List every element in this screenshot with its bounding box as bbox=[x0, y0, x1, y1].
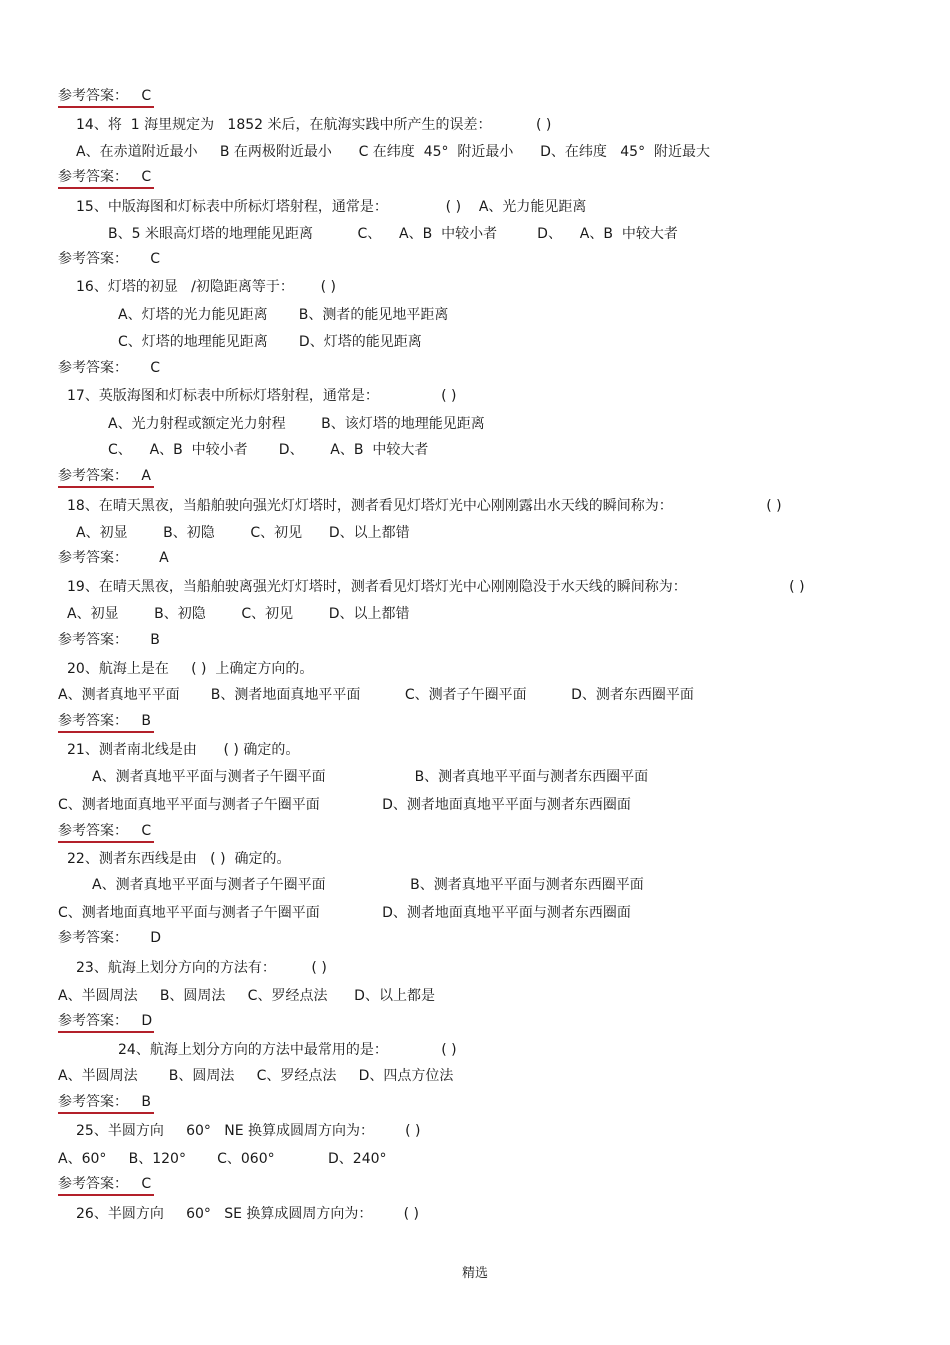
question-19-options: A、初显 B、初隐 C、初见 D、以上都错 bbox=[67, 606, 410, 622]
question-22-options-1: A、测者真地平平面与测者子午圈平面 B、测者真地平平面与测者东西圈平面 bbox=[92, 877, 644, 893]
question-25: 25、半圆方向 60° NE 换算成圆周方向为： ( ) bbox=[76, 1123, 421, 1139]
answer-18: 参考答案： A bbox=[58, 550, 169, 566]
page-footer: 精选 bbox=[461, 1266, 488, 1281]
question-21: 21、测者南北线是由 ( ) 确定的。 bbox=[67, 742, 300, 758]
question-23: 23、航海上划分方向的方法有： ( ) bbox=[76, 960, 327, 976]
question-17-options-1: A、光力射程或额定光力射程 B、该灯塔的地理能见距离 bbox=[108, 416, 485, 432]
question-25-options: A、60° B、120° C、060° D、240° bbox=[58, 1151, 387, 1167]
answer-underline bbox=[58, 731, 154, 733]
question-16-options-2: C、灯塔的地理能见距离 D、灯塔的能见距离 bbox=[118, 334, 422, 350]
answer-14: 参考答案： C bbox=[58, 169, 152, 185]
question-24: 24、航海上划分方向的方法中最常用的是： ( ) bbox=[118, 1042, 457, 1058]
question-23-options: A、半圆周法 B、圆周法 C、罗经点法 D、以上都是 bbox=[58, 988, 435, 1004]
answer-underline bbox=[58, 1194, 154, 1196]
answer-underline bbox=[58, 486, 154, 488]
question-22-options-2: C、测者地面真地平平面与测者子午圈平面 D、测者地面真地平平面与测者东西圈面 bbox=[58, 905, 631, 921]
question-19: 19、在晴天黑夜，当船舶驶离强光灯灯塔时，测者看见灯塔灯光中心刚刚隐没于水天线的瞬间称为： ( ) bbox=[67, 579, 805, 595]
question-16: 16、灯塔的初显 /初隐距离等于： ( ) bbox=[76, 279, 336, 295]
answer-underline bbox=[58, 106, 154, 108]
question-21-options-1: A、测者真地平平面与测者子午圈平面 B、测者真地平平面与测者东西圈平面 bbox=[92, 769, 649, 785]
answer-23: 参考答案： D bbox=[58, 1013, 153, 1029]
question-17-options-2: C、 A、B 中较小者 D、 A、B 中较大者 bbox=[108, 442, 429, 458]
answer-15: 参考答案： C bbox=[58, 251, 161, 267]
answer-25: 参考答案： C bbox=[58, 1176, 152, 1192]
question-21-options-2: C、测者地面真地平平面与测者子午圈平面 D、测者地面真地平平面与测者东西圈面 bbox=[58, 797, 631, 813]
question-17: 17、英版海图和灯标表中所标灯塔射程，通常是： ( ) bbox=[67, 388, 457, 404]
question-22: 22、测者东西线是由 ( ) 确定的。 bbox=[67, 851, 291, 867]
answer-16: 参考答案： C bbox=[58, 360, 161, 376]
answer-underline bbox=[58, 1112, 154, 1114]
answer-13: 参考答案： C bbox=[58, 88, 152, 104]
answer-24: 参考答案： B bbox=[58, 1094, 151, 1110]
question-14-options: A、在赤道附近最小 B 在两极附近最小 C 在纬度 45° 附近最小 D、在纬度 45° 附近最大 bbox=[76, 144, 710, 160]
question-15-options: B、5 米眼高灯塔的地理能见距离 C、 A、B 中较小者 D、 A、B 中较大者 bbox=[108, 226, 678, 242]
question-18-options: A、初显 B、初隐 C、初见 D、以上都错 bbox=[76, 525, 410, 541]
answer-underline bbox=[58, 187, 154, 189]
answer-17: 参考答案： A bbox=[58, 468, 151, 484]
answer-20: 参考答案： B bbox=[58, 713, 151, 729]
question-26: 26、半圆方向 60° SE 换算成圆周方向为： ( ) bbox=[76, 1206, 419, 1222]
question-14: 14、将 1 海里规定为 1852 米后，在航海实践中所产生的误差： ( ) bbox=[76, 117, 552, 133]
question-16-options-1: A、灯塔的光力能见距离 B、测者的能见地平距离 bbox=[118, 307, 449, 323]
answer-underline bbox=[58, 1031, 154, 1033]
question-15: 15、中版海图和灯标表中所标灯塔射程，通常是： ( ) A、光力能见距离 bbox=[76, 199, 587, 215]
answer-22: 参考答案： D bbox=[58, 930, 162, 946]
answer-21: 参考答案： C bbox=[58, 823, 152, 839]
question-24-options: A、半圆周法 B、圆周法 C、罗经点法 D、四点方位法 bbox=[58, 1068, 454, 1084]
question-20: 20、航海上是在 ( ) 上确定方向的。 bbox=[67, 661, 314, 677]
answer-19: 参考答案： B bbox=[58, 632, 160, 648]
answer-underline bbox=[58, 841, 154, 843]
question-20-options: A、测者真地平平面 B、测者地面真地平平面 C、测者子午圈平面 D、测者东西圈平面 bbox=[58, 687, 694, 703]
question-18: 18、在晴天黑夜，当船舶驶向强光灯灯塔时，测者看见灯塔灯光中心刚刚露出水天线的瞬间称为： ( ) bbox=[67, 498, 782, 514]
